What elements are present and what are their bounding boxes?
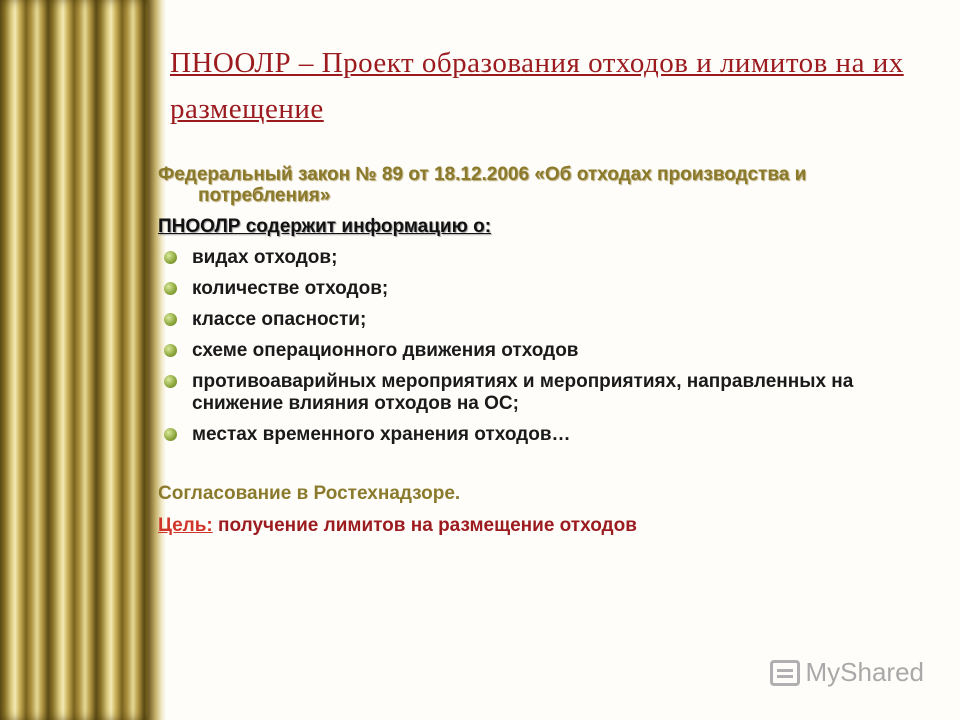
slide-title: ПНООЛР – Проект образования отходов и лимитов на их размещение — [170, 47, 904, 125]
list-item — [158, 247, 918, 269]
gold-curtain-decoration — [0, 0, 158, 720]
content-lead: ПНООЛР содержит информацию о: — [158, 216, 492, 237]
presentation-icon — [770, 660, 800, 686]
bullet-icon — [164, 344, 177, 357]
list-item — [158, 371, 918, 415]
list-item-text: местах временного хранения отходов… — [192, 424, 571, 445]
list-item — [158, 424, 918, 446]
list-item-text: видах отходов; — [192, 247, 338, 268]
federal-law-reference: Федеральный закон № 89 от 18.12.2006 «Об отходах производства и потребления» — [158, 164, 807, 206]
slide-content — [158, 164, 918, 538]
goal-label: Цель: — [158, 515, 213, 536]
watermark-text: MyShared — [805, 657, 924, 687]
list-item — [158, 278, 918, 300]
goal-line — [158, 514, 918, 538]
watermark — [770, 657, 925, 688]
bullet-icon — [164, 282, 177, 295]
list-item-text: схеме операционного движения отходов — [192, 340, 579, 361]
bullet-icon — [164, 251, 177, 264]
agreement-note: Согласование в Ростехнадзоре. — [158, 483, 461, 504]
list-item — [158, 340, 918, 362]
bullet-icon — [164, 375, 177, 388]
list-item-text: классе опасности; — [192, 309, 367, 330]
bullet-icon — [164, 313, 177, 326]
list-item-text: противоаварийных мероприятиях и мероприятиях, направленных на снижение влияния отходов на ОС; — [192, 371, 854, 414]
info-list — [158, 247, 918, 446]
list-item-text: количестве отходов; — [192, 278, 389, 299]
goal-text: получение лимитов на размещение отходов — [212, 515, 637, 536]
list-item — [158, 309, 918, 331]
bullet-icon — [164, 428, 177, 441]
